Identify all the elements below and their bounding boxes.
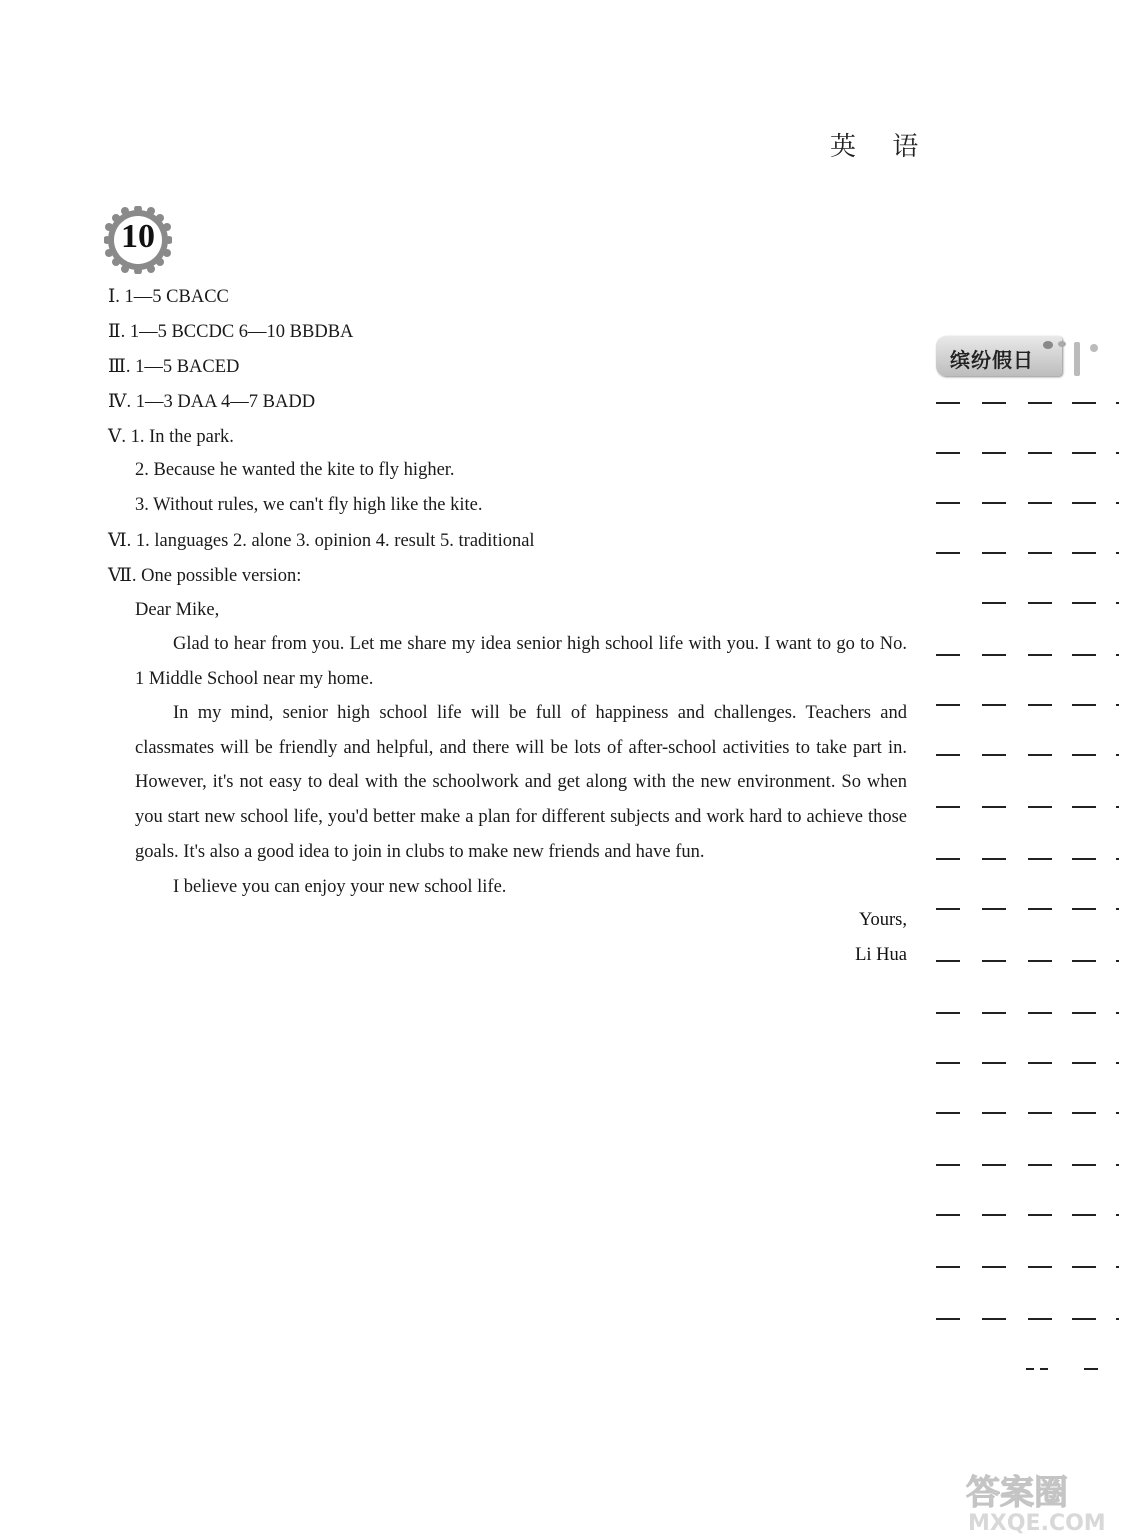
margin-dash — [1072, 1062, 1096, 1064]
margin-dash — [1028, 806, 1052, 808]
margin-dash — [1028, 858, 1052, 860]
margin-dash — [1028, 1062, 1052, 1064]
margin-dash — [936, 1318, 960, 1320]
decorative-shapes-icon — [1036, 336, 1106, 378]
margin-dash — [1072, 754, 1096, 756]
svg-text:MXQE.COM: MXQE.COM — [968, 1511, 1106, 1534]
margin-dash — [982, 1214, 1006, 1216]
letter-closing: Yours, — [859, 910, 907, 930]
margin-dot — [1116, 654, 1119, 656]
margin-dash — [1072, 1112, 1096, 1114]
margin-dot — [1116, 806, 1119, 808]
margin-dash — [982, 1318, 1006, 1320]
margin-dash — [936, 1112, 960, 1114]
answer-section-4: Ⅳ. 1—3 DAA 4—7 BADD — [108, 392, 316, 412]
margin-dash — [982, 402, 1006, 404]
margin-dot — [1116, 1012, 1119, 1014]
letter-paragraph-2: In my mind, senior high school life will be full of happiness and challenges. Teachers and classmates will be friendly and helpful, and there will be lots of after-school activities to take part in. However, it's not easy to deal with the schoolwork and get along with the new environment. So when you start new school life, you'd better make a plan for different subjects and work hard to achieve those goals. It's also a good idea to join in clubs to make new friends and have fun. — [135, 703, 907, 862]
margin-dash — [1072, 858, 1096, 860]
site-watermark-logo — [962, 1470, 1138, 1534]
margin-dash — [1072, 1318, 1096, 1320]
margin-dash — [982, 858, 1006, 860]
margin-dot — [1116, 1214, 1119, 1216]
margin-dash — [1028, 654, 1052, 656]
margin-dash — [1072, 502, 1096, 504]
margin-dot — [1116, 704, 1119, 706]
margin-dash — [1072, 552, 1096, 554]
margin-dash — [1072, 602, 1096, 604]
unit-badge — [104, 206, 172, 274]
margin-dot — [1116, 1164, 1119, 1166]
margin-dash — [936, 908, 960, 910]
margin-dash — [1028, 1318, 1052, 1320]
margin-dash — [982, 806, 1006, 808]
margin-dash — [1072, 452, 1096, 454]
margin-dash — [1072, 654, 1096, 656]
margin-dash — [936, 552, 960, 554]
margin-dash — [936, 754, 960, 756]
letter-paragraph-3: I believe you can enjoy your new school life. — [173, 877, 507, 897]
letter-signature: Li Hua — [855, 945, 907, 965]
answer-section-5-q2: 2. Because he wanted the kite to fly higher. — [135, 460, 455, 480]
margin-dash — [982, 754, 1006, 756]
margin-dash — [936, 704, 960, 706]
margin-dash — [982, 908, 1006, 910]
margin-dash — [1072, 704, 1096, 706]
answer-section-3: Ⅲ. 1—5 BACED — [108, 357, 240, 377]
margin-dash — [1028, 704, 1052, 706]
margin-dot — [1116, 1062, 1119, 1064]
sidebar-tab-label: 缤纷假日 — [950, 348, 1034, 372]
margin-dash — [1072, 1164, 1096, 1166]
margin-dash — [1028, 552, 1052, 554]
margin-dash — [1072, 806, 1096, 808]
margin-dash — [982, 1266, 1006, 1268]
margin-dot — [1116, 960, 1119, 962]
margin-dash — [982, 452, 1006, 454]
margin-dash — [1072, 908, 1096, 910]
margin-dash — [982, 1012, 1006, 1014]
margin-dash — [1028, 754, 1052, 756]
margin-dash — [982, 502, 1006, 504]
letter-greeting: Dear Mike, — [135, 600, 220, 620]
margin-dash — [1072, 402, 1096, 404]
margin-dash — [1028, 1266, 1052, 1268]
margin-dot — [1116, 858, 1119, 860]
margin-dash — [1028, 402, 1052, 404]
margin-dot — [1116, 452, 1119, 454]
margin-dash — [1072, 1266, 1096, 1268]
margin-dash — [1072, 1214, 1096, 1216]
margin-dash — [936, 1062, 960, 1064]
margin-dash — [1084, 1368, 1098, 1370]
margin-dash — [982, 960, 1006, 962]
margin-dot — [1116, 1112, 1119, 1114]
margin-dash — [982, 704, 1006, 706]
margin-dash — [1028, 908, 1052, 910]
margin-dash — [982, 654, 1006, 656]
margin-dot — [1116, 908, 1119, 910]
margin-dash — [1040, 1368, 1048, 1370]
margin-dash — [936, 452, 960, 454]
answer-section-5-q1: Ⅴ. 1. In the park. — [108, 427, 234, 447]
margin-dash — [1072, 1012, 1096, 1014]
margin-dash — [982, 552, 1006, 554]
letter-paragraph-1: Glad to hear from you. Let me share my idea senior high school life with you. I want to go to No. 1 Middle School near my home. — [135, 634, 907, 689]
margin-dash — [936, 1266, 960, 1268]
margin-dot — [1116, 552, 1119, 554]
margin-dash — [982, 1112, 1006, 1114]
margin-dash — [936, 960, 960, 962]
margin-dash — [1072, 960, 1096, 962]
margin-dash — [1028, 1012, 1052, 1014]
margin-dash — [1026, 1368, 1034, 1370]
margin-dash — [936, 1214, 960, 1216]
answer-section-7-heading: Ⅶ. One possible version: — [108, 566, 302, 586]
margin-dash — [982, 602, 1006, 604]
margin-dash — [936, 806, 960, 808]
unit-number: 10 — [121, 218, 155, 255]
margin-dash — [1028, 1164, 1052, 1166]
answer-section-5-q3: 3. Without rules, we can't fly high like the kite. — [135, 495, 483, 515]
margin-dash — [982, 1164, 1006, 1166]
answer-section-6: Ⅵ. 1. languages 2. alone 3. opinion 4. result 5. traditional — [108, 531, 535, 551]
margin-dot — [1116, 402, 1119, 404]
answer-section-2: Ⅱ. 1—5 BCCDC 6—10 BBDBA — [108, 322, 354, 342]
svg-text:答案圈: 答案圈 — [966, 1473, 1068, 1513]
margin-dash — [982, 1062, 1006, 1064]
answer-section-1: Ⅰ. 1—5 CBACC — [108, 287, 229, 307]
margin-dash — [936, 654, 960, 656]
margin-dash — [936, 858, 960, 860]
subject-title: 英 语 — [830, 132, 933, 162]
margin-dot — [1116, 502, 1119, 504]
margin-dash — [1028, 602, 1052, 604]
margin-dash — [936, 1164, 960, 1166]
margin-dash — [1028, 1112, 1052, 1114]
margin-dash — [936, 402, 960, 404]
margin-dot — [1116, 1266, 1119, 1268]
margin-dash — [936, 1012, 960, 1014]
margin-dash — [1028, 452, 1052, 454]
margin-dash — [1028, 960, 1052, 962]
margin-dot — [1116, 602, 1119, 604]
margin-dot — [1116, 1318, 1119, 1320]
margin-dash — [936, 502, 960, 504]
margin-dash — [1028, 502, 1052, 504]
margin-dot — [1116, 754, 1119, 756]
margin-dash — [1028, 1214, 1052, 1216]
